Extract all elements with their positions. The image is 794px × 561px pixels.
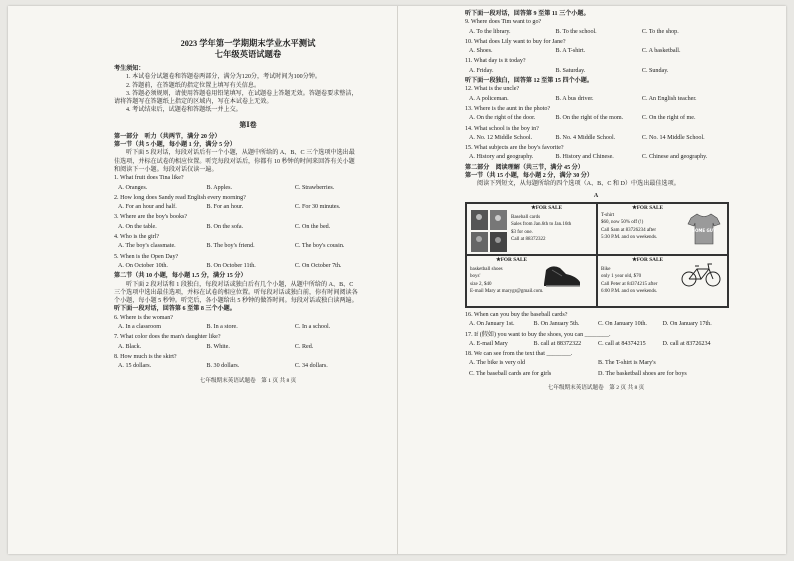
option[interactable]: C. On January 10th.: [598, 321, 647, 328]
instruction-line: 个小题，每小题 5 秒钟。听完后，各小题给出 5 秒钟的做答时间。每段对话或独白读两遍。: [114, 298, 358, 305]
option[interactable]: C. On October 7th.: [294, 262, 342, 269]
option[interactable]: C. Strawberries.: [294, 184, 335, 191]
part-heading: 第一部分 听力（共两节，满分 20 分）: [114, 133, 221, 140]
ad-line: Sales from Jan.6th to Jan.16th: [511, 222, 572, 228]
ad-line: 6:00 P.M. and on weekends.: [601, 289, 658, 295]
option[interactable]: C. A basketball.: [641, 48, 681, 55]
instruction-line: 三个选项中选出最佳选项，并标在试卷的相应位置。听每段对话或独白前，你有时间阅读各: [114, 289, 358, 296]
right-page: [465, 10, 727, 392]
ad-line: size 2, $40: [470, 281, 492, 287]
ad-line: Bike: [601, 266, 611, 272]
option[interactable]: C. 34 dollars.: [294, 363, 328, 370]
question-block: [114, 174, 382, 270]
ad-line: Call Peter at 84374215 after: [601, 281, 658, 287]
question-text: 18. We can see from the text that ________.: [465, 351, 573, 358]
question-text: 5. When is the Open Day?: [114, 253, 179, 260]
question-text: 12. What is the uncle?: [465, 86, 520, 93]
exam-subtitle: 七年级英语试题卷: [214, 50, 282, 59]
option[interactable]: A. For an hour and half.: [118, 204, 177, 211]
option[interactable]: A. No. 12 Middle School.: [469, 134, 533, 141]
option[interactable]: A. The bike is very old: [469, 360, 526, 367]
ad-line: basketball shoes: [470, 266, 503, 272]
option[interactable]: C. On the bed.: [294, 223, 331, 230]
option[interactable]: D. The basketball shoes are for boys: [598, 370, 687, 377]
option[interactable]: C. An English teacher.: [641, 95, 697, 102]
option[interactable]: A. History and geography.: [469, 154, 534, 161]
notice-line: 1. 本试卷分试题卷和答题卷两部分，满分为120分，考试时间为100分钟。: [126, 74, 321, 81]
option[interactable]: B. On October 11th.: [206, 262, 256, 269]
notice-line: 3. 答题必须规则，请使用答题卷用铅笔填写，在试题卷上答题无效。答题卷要求整洁，: [126, 90, 358, 97]
question-text: 10. What does Lily want to buy for Jane?: [465, 38, 566, 45]
option[interactable]: B. On the sofa.: [206, 223, 244, 230]
ad-heading: ★FOR SALE: [631, 256, 664, 263]
option[interactable]: B. A T-shirt.: [555, 48, 586, 55]
option[interactable]: B. In a store.: [206, 324, 238, 331]
option[interactable]: C. Sunday.: [641, 67, 669, 74]
ad-line: $60, now 50% off (!): [601, 220, 644, 226]
option[interactable]: B. To the school.: [555, 28, 597, 35]
ad-baseball-cards: [466, 203, 597, 255]
ad-line: E-mail Mary at marygr@gmail.com.: [470, 289, 544, 295]
question-text: 14. What school is the boy in?: [465, 125, 539, 132]
option[interactable]: C. Red.: [294, 343, 314, 350]
option[interactable]: B. The boy's friend.: [206, 243, 255, 250]
option[interactable]: A. E-mail Mary: [469, 340, 508, 347]
ad-line: boys': [470, 274, 481, 280]
option[interactable]: A. Oranges.: [118, 184, 148, 191]
shoes-image: [540, 262, 584, 290]
option[interactable]: B. On January 5th.: [533, 321, 580, 328]
ad-line: T-shirt: [601, 212, 615, 218]
question-text: 8. How much is the skirt?: [114, 353, 177, 360]
part-heading: 第二部分 阅读理解（共三节，满分 45 分）: [465, 164, 584, 171]
option[interactable]: A. On October 10th.: [118, 262, 168, 269]
option[interactable]: A. On January 1st.: [469, 321, 515, 328]
instruction-line: 和阅读下一小题。每段对话仅读一遍。: [114, 166, 218, 173]
option[interactable]: C. No. 14 Middle School.: [641, 134, 705, 141]
ad-basketball-shoes: [466, 255, 597, 307]
option[interactable]: B. The T-shirt is Mary's: [598, 360, 656, 367]
option[interactable]: C. Chinese and geography.: [641, 154, 708, 161]
notice-line: 4. 考试结束后，试题卷和答题纸一并上交。: [126, 107, 242, 114]
section-heading: 第一节（共 5 小题，每小题 1 分，满分 5 分）: [114, 142, 236, 149]
ad-line: 5:30 P.M. and on weekends.: [601, 235, 658, 241]
option[interactable]: A. 15 dollars.: [118, 363, 152, 370]
page-footer: 七年级期末英语试题卷 第 2 页 共 8 页: [547, 385, 645, 392]
question-text: 17. If (假如) you want to buy the shoes, you can ________.: [465, 331, 611, 338]
option[interactable]: C. In a school.: [294, 324, 331, 331]
instruction-line: 佳选项，并标在试卷的相应位置。听完每段对话后，你都有 10 秒钟的时间来回答有关小题: [114, 158, 355, 165]
ad-tshirt: [597, 203, 728, 255]
option[interactable]: B. On the right of the mom.: [555, 115, 624, 122]
option[interactable]: A. Friday.: [469, 67, 494, 74]
question-text: 9. Where does Tim want to go?: [465, 19, 542, 26]
exam-title: 2023 学年第一学期期末学业水平测试: [180, 39, 316, 48]
option[interactable]: B. A bus driver.: [555, 95, 594, 102]
option[interactable]: D. call at 83726234: [662, 340, 711, 347]
left-page: [114, 38, 382, 385]
exam-sheet: [8, 6, 786, 554]
volume-heading: 第Ⅰ卷: [239, 120, 257, 129]
option[interactable]: D. On January 17th.: [662, 321, 712, 328]
listening-lead: 听下面一段独白，回答第 12 至第 15 四个小题。: [465, 78, 593, 85]
question-text: 7. What color does the man's daughter like?: [114, 334, 221, 341]
option[interactable]: B. White.: [206, 343, 230, 350]
section-heading: 第二节（共 10 小题，每小题 1.5 分，满分 15 分）: [114, 273, 247, 280]
ad-line: only 1 year old, $70: [601, 274, 642, 280]
listening-lead: 听下面一段对话，回答第 6 至第 8 三个小题。: [114, 306, 236, 313]
option[interactable]: A. To the library.: [469, 28, 511, 35]
option[interactable]: B. Saturday.: [555, 67, 586, 74]
option[interactable]: C. On the right of me.: [641, 115, 696, 122]
question-text: 4. Who is the girl?: [114, 234, 160, 241]
option[interactable]: A. The boy's classmate.: [118, 243, 176, 250]
question-text: 2. How long does Sandy read English every morning?: [114, 194, 246, 201]
notice-line: 请将答题写在答题纸上指定的区域内，写在本试卷上无效。: [114, 99, 273, 106]
question-block: [114, 314, 382, 371]
option[interactable]: A. On the table.: [118, 223, 157, 230]
option[interactable]: B. No. 4 Middle School.: [555, 134, 616, 141]
ad-line: Call at 88372322: [511, 237, 546, 243]
tshirt-print: SOME GUY: [692, 227, 716, 233]
bike-image: [681, 260, 721, 288]
option[interactable]: A. Black.: [118, 343, 142, 350]
ad-line: Baseball cards: [511, 214, 541, 220]
question-text: 15. What subjects are the boy's favorite?: [465, 145, 564, 152]
option[interactable]: C. To the shop.: [641, 28, 679, 35]
option[interactable]: B. Apples.: [206, 184, 232, 191]
option[interactable]: A. In a classroom: [118, 324, 161, 331]
option[interactable]: B. For an hour.: [206, 204, 244, 211]
tshirt-image: [687, 212, 721, 246]
baseball-cards-image: [470, 209, 508, 253]
instruction-line: 听下面 2 段对话和 1 段独白，每段对话或独白后有几个小题，从题中所给的 A、B、C: [126, 281, 354, 288]
ad-heading: ★FOR SALE: [495, 256, 528, 263]
question-text: 13. Where is the aunt in the photo?: [465, 105, 551, 112]
ad-line: Call Sam at 83726234 after: [601, 227, 656, 233]
ad-heading: ★FOR SALE: [530, 204, 563, 211]
option[interactable]: C. The baseball cards are for girls: [469, 370, 552, 377]
instruction-line: 阅读下列短文，从每题所给的四个选项（A、B、C 和 D）中选出最佳选项。: [477, 181, 680, 188]
option[interactable]: B. History and Chinese.: [555, 154, 614, 161]
option[interactable]: C. call at 84374215: [598, 340, 646, 347]
instruction-line: 听下面 5 段对话，每段对话后有一个小题，从题中所给的 A、B、C 三个选项中选出最: [126, 150, 355, 157]
question-text: 11. What day is it today?: [465, 58, 526, 65]
option[interactable]: A. On the right of the door.: [469, 115, 536, 122]
notice-line: 2. 答题前，在答题纸的指定位置上填写有关信息。: [126, 82, 261, 89]
passage-label: A: [593, 192, 599, 199]
option[interactable]: B. 30 dollars.: [206, 363, 240, 370]
ad-line: $3 for one.: [511, 229, 533, 235]
ads-grid: [465, 202, 729, 308]
option[interactable]: C. The boy's cousin.: [294, 243, 345, 250]
question-text: 1. What fruit does Tina like?: [114, 175, 184, 182]
option[interactable]: A. A policeman.: [469, 95, 509, 102]
question-text: 16. When can you buy the baseball cards?: [465, 311, 568, 318]
page-fold: [397, 6, 398, 554]
option[interactable]: A. Shoes.: [469, 48, 493, 55]
page-footer: 七年级期末英语试题卷 第 1 页 共 8 页: [199, 377, 297, 384]
question-text: 3. Where are the boy's books?: [114, 214, 188, 221]
notice-heading: 考生须知：: [114, 66, 145, 72]
question-text: 6. Where is the woman?: [114, 314, 173, 321]
section-heading: 第一节（共 15 小题，每小题 2 分，满分 30 分）: [465, 173, 593, 180]
ad-heading: ★FOR SALE: [631, 204, 664, 211]
listening-lead: 听下面一段对话，回答第 9 至第 11 三个小题。: [465, 11, 590, 17]
option[interactable]: B. call at 88372322: [533, 340, 582, 347]
ad-bike: [597, 255, 728, 307]
option[interactable]: C. For 30 minutes.: [294, 204, 341, 211]
